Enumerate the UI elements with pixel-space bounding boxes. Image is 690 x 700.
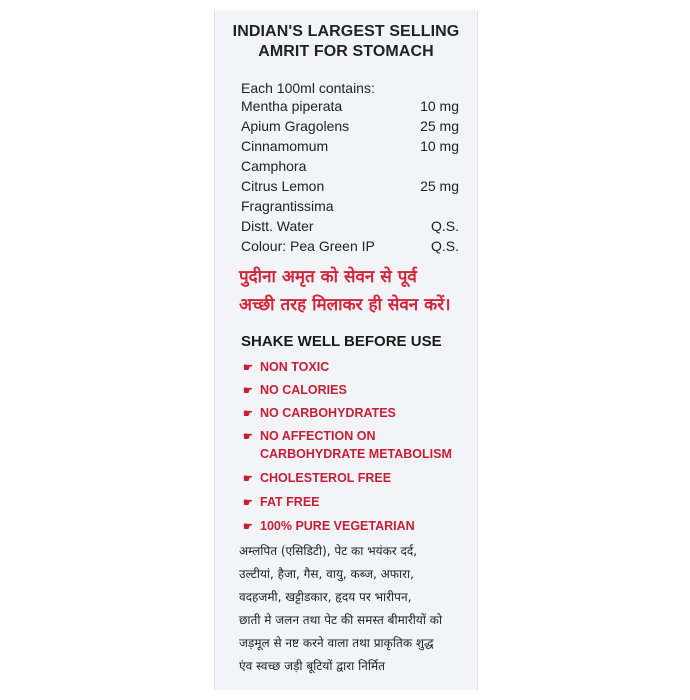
feature-text: NO AFFECTION ON [260, 429, 376, 443]
hindi-description-line: वदहजमी, खट्टीडकार, हृदय पर भारीपन, [239, 590, 412, 604]
ingredient-name: Fragrantissima [241, 198, 334, 214]
composition-label: Each 100ml contains: [241, 80, 375, 96]
hindi-instruction-line-2: अच्छी तरह मिलाकर ही सेवन करें। [239, 295, 451, 315]
shake-well-label: SHAKE WELL BEFORE USE [241, 333, 442, 350]
ingredient-amount: Q.S. [430, 238, 459, 254]
ingredient-amount: Q.S. [430, 218, 459, 234]
ingredient-name: Citrus Lemon [241, 178, 325, 194]
product-label-panel [214, 10, 478, 690]
ingredient-name: Distt. Water [241, 218, 314, 234]
hindi-description-line: अम्लपित (एसिडिटी), पेट का भयंकर दर्द, [239, 544, 418, 558]
ingredient-amount: 10 mg [420, 138, 459, 154]
feature-text: 100% PURE VEGETARIAN [260, 519, 415, 533]
hindi-description-line: छाती मे जलन तथा पेट की समस्त बीमारीयों को [239, 613, 443, 627]
pointing-hand-icon: ☛ [243, 497, 253, 509]
hindi-instruction-line-1: पुदीना अमृत को सेवन से पूर्व [239, 267, 417, 287]
feature-text: NON TOXIC [260, 360, 330, 374]
feature-text-continued: CARBOHYDRATE METABOLISM [260, 447, 452, 461]
ingredient-name: Cinnamomum [241, 138, 329, 154]
pointing-hand-icon: ☛ [243, 408, 253, 420]
feature-text: NO CALORIES [260, 383, 347, 397]
pointing-hand-icon: ☛ [243, 362, 253, 374]
ingredient-amount: 25 mg [420, 178, 459, 194]
hindi-description-line: जड़मूल से नष्ट करने वाला तथा प्राकृतिक शुद्ध [239, 636, 434, 650]
feature-text: FAT FREE [260, 495, 320, 509]
feature-text: NO CARBOHYDRATES [260, 406, 396, 420]
ingredient-name: Camphora [241, 158, 307, 174]
ingredient-name: Apium Gragolens [241, 118, 350, 134]
pointing-hand-icon: ☛ [243, 521, 253, 533]
ingredient-name: Colour: Pea Green IP [241, 238, 375, 254]
hindi-description-line: एंव स्वच्छ जड़ी बूटियों द्वारा निर्मित [239, 659, 385, 673]
pointing-hand-icon: ☛ [243, 385, 253, 397]
feature-text: CHOLESTEROL FREE [260, 471, 392, 485]
pointing-hand-icon: ☛ [243, 431, 253, 443]
heading-line-2: AMRIT FOR STOMACH [258, 43, 434, 60]
ingredient-amount: 10 mg [420, 98, 459, 114]
ingredient-amount: 25 mg [420, 118, 459, 134]
pointing-hand-icon: ☛ [243, 473, 253, 485]
hindi-description-line: उल्टीयां, हैजा, गैस, वायु, कब्ज, अफारा, [239, 567, 414, 581]
heading-line-1: INDIAN'S LARGEST SELLING [232, 23, 460, 40]
ingredient-name: Mentha piperata [241, 98, 343, 114]
